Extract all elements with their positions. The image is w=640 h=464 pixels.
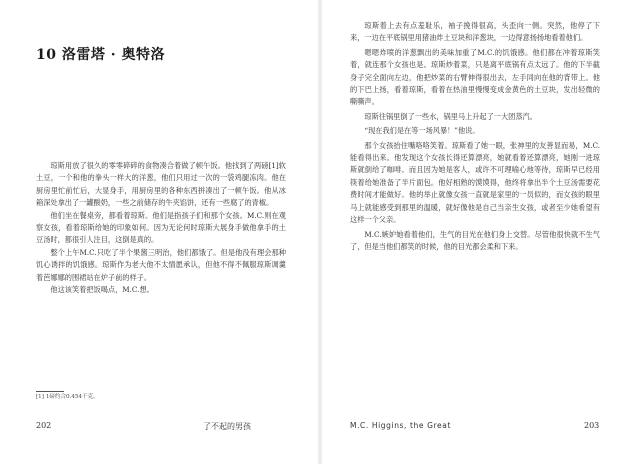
paragraph: 他这该笑着把饭喝点，M.C.想。	[50, 285, 154, 295]
paragraph: 整个上午M.C.只吃了半个果酱三明治，他们都饿了。但是他没有理会那种饥心诱拌的饥饿感。琼斯作为老大他不太情愿承认，但他不得不佩服琼斯调羹着芭娜娜的围裙站在炉子前的样子。	[36, 247, 286, 282]
running-title-right: M.C. Higgins, the Great	[350, 421, 451, 430]
chapter-title: 10 洛雷塔 · 奥特洛	[36, 47, 165, 63]
paragraph: 琼斯用放了很久的零零碎碎的食物凑合着做了顿午饭。他找到了两磅[1]软土豆，一个和他的拳头一样大的洋葱，他们只用过一次的一袋鸡腿冻肉。他在厨房里忙前忙后，大显身手，用厨房里的各种东西拼凑出了一顿午饭。他从冰箱深处拿出了一罐酸奶，一些之前储存的牛夹馅饼，还有一些腐了的青椒。	[36, 161, 286, 208]
paragraph: “现在我们是在等一场风暴！”他说。	[364, 126, 480, 136]
footnote: [1] 1磅约合0.454千克。	[36, 394, 99, 400]
paragraph: 那个女孩抬住嘴咯咯笑着。琼斯看了她一眼，张神里的友善显而易，M.C.能看得出来。他发现这个女孩长得还算漂亮，她就看着还算漂亮，她刚一进琼斯就倒给了咖啡。而且因为她是客人，或许不可理喻心地等待，琼斯早已经用筷着给她准备了半片面包。他好相熟的馍馍得，他终将拿出半个土豆汤需要花费时间才能做好。他的举止就像女孩一直就是家里的一员似的，而女孩的眼里马上就能感受到那里的温暖，就好像他是自己当亲生女孩，或者至少她希望有这样一个父亲。	[350, 140, 600, 225]
footnote-divider	[36, 391, 64, 392]
left-body-text	[36, 160, 286, 296]
paragraph: 嗯嗯炸喷的洋葱飘出的美味加重了M.C.的饥饿感。他们都在冲着琼斯笑着，就连那个女孩也是。琼斯炒着菜，只是离平底锅有点太远了。他的下半截身子完全面向左边，他把炒菜的右臂伸得很出去，左手同向在他的背带上。他的下巴上扬，看着琼斯，看着在热油里慢慢变成金黄色的土豆块，发出轻微的嘶嘶声。	[350, 47, 600, 107]
paragraph: 他们坐在餐桌旁，都看着琼斯。他们是指孩子们和那个女孩。M.C.则在观察女孩，看着琼斯给她的印象如何。因为无论何时琼斯大展身手做他拿手的土豆汤时，都很引人注目，这倒是真的。	[36, 210, 286, 245]
paragraph: 琼斯往锅里倒了一些水，锅里马上升起了一大团蒸汽。	[364, 111, 537, 121]
right-body-text	[350, 20, 600, 253]
right-page	[320, 0, 640, 464]
page-number-right: 203	[584, 421, 600, 430]
page-number-left: 202	[36, 421, 52, 430]
paragraph: M.C.嫉妒她看着他们，生气的目光在他们身上交替。尽管他很快就不生气了，但是当他们都笑的时候，他的目光都会柔和下来。	[350, 229, 600, 251]
running-title-left: 了不起的男孩	[203, 422, 251, 431]
paragraph: 琼斯着上去有点羞耻乐，袖子挽得很高，头歪向一侧。突然，他停了下来，一边在平底锅里用猪油炸土豆块和洋葱块，一边得意扬扬地看着他们。	[350, 21, 600, 43]
